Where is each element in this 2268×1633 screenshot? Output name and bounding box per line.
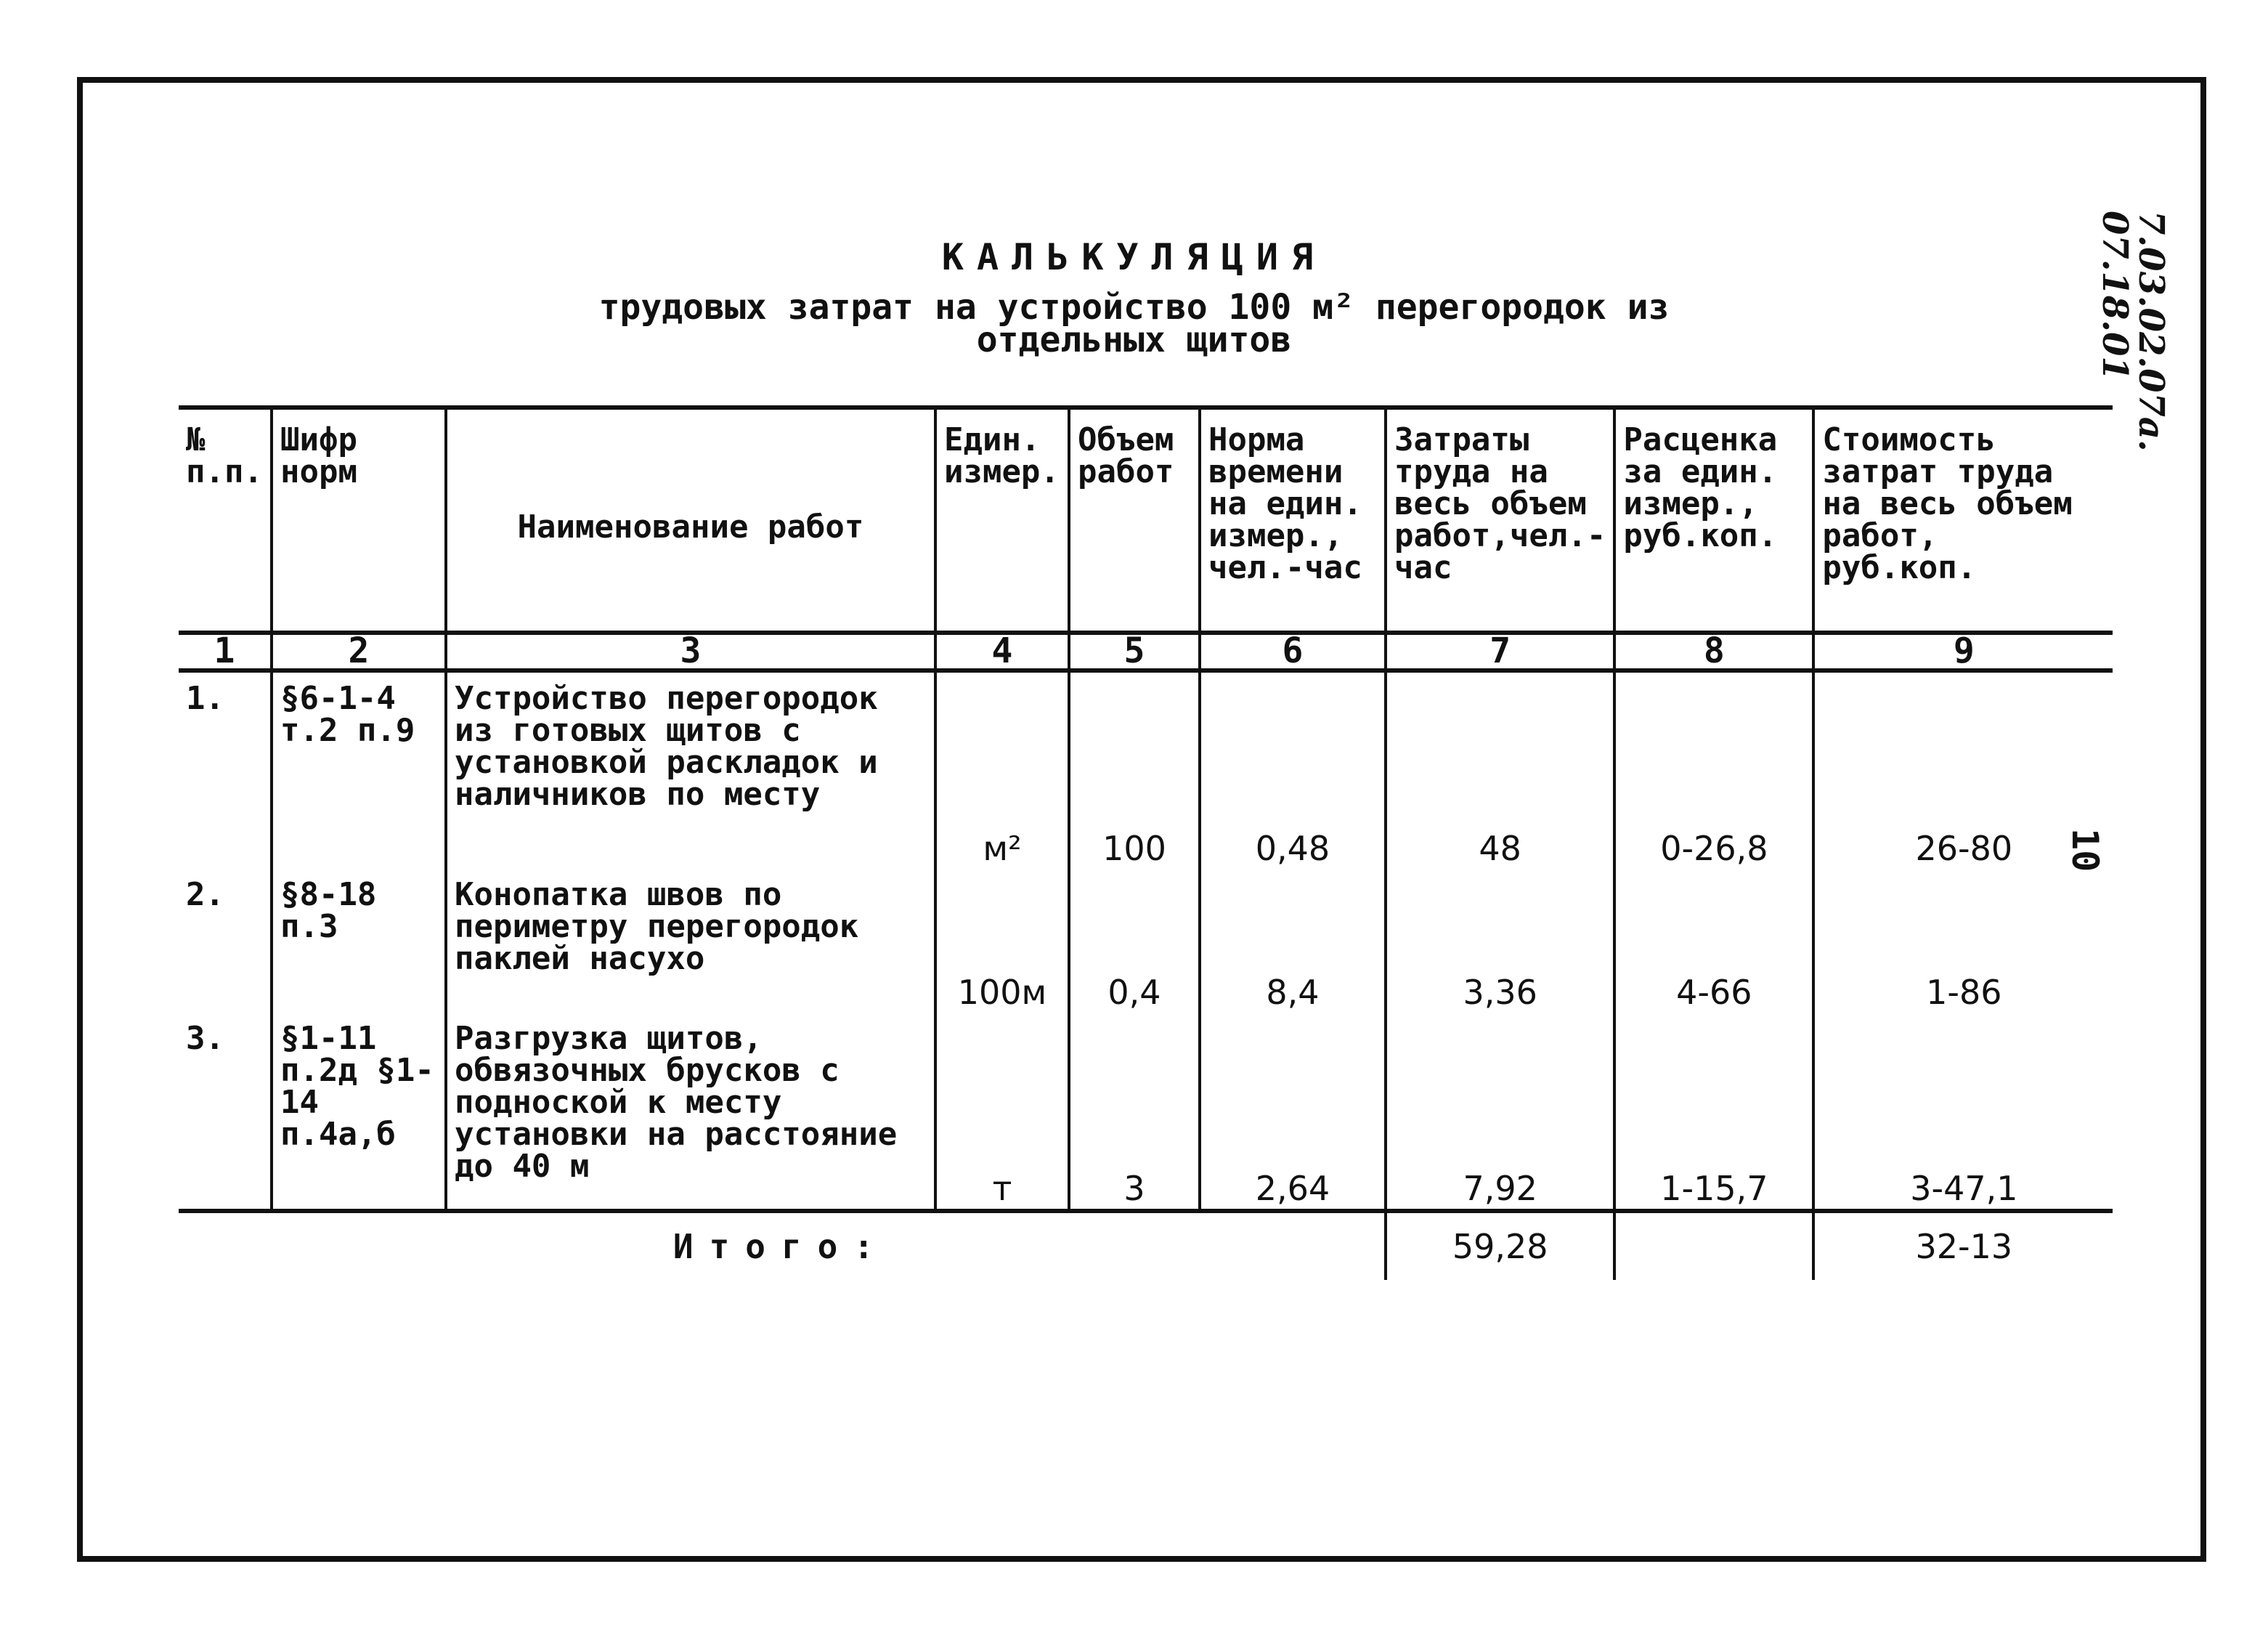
row-num: 3. (186, 1020, 224, 1057)
column-number: 8 (1614, 633, 1813, 670)
total-row (179, 1211, 2113, 1280)
table-header-row (179, 408, 2113, 633)
header-code: Шифр норм (272, 408, 446, 633)
header-unit: Един. измер. (935, 408, 1069, 633)
column-number: 6 (1200, 633, 1386, 670)
column-number: 4 (935, 633, 1069, 670)
column-number: 7 (1386, 633, 1614, 670)
header-labor: Затраты труда на весь объем работ,чел.-час (1386, 408, 1614, 633)
row-name: Устройство перегородок из готовых щитов с установкой раскладок и наличников по месту (446, 670, 935, 869)
header-rate: Расценка за един. измер., руб.коп. (1614, 408, 1813, 633)
row-norm: 8,4 (1200, 869, 1386, 1013)
calculation-table (179, 405, 2113, 1280)
column-number: 2 (272, 633, 446, 670)
row-name: Конопатка швов по периметру перегородок паклей насухо (446, 869, 935, 1013)
row-name: Разгрузка щитов, обвязочных брусков с подноской к месту установки на расстояние до 40 м (446, 1013, 935, 1211)
row-labor: 3,36 (1386, 869, 1614, 1013)
row-num: 2. (186, 876, 224, 913)
document-subtitle-1: трудовых затрат на устройство 100 м² перегородок из (598, 287, 1670, 328)
row-labor: 48 (1386, 670, 1614, 869)
document-subtitle-2: отдельных щитов (976, 320, 1292, 360)
column-number: 5 (1069, 633, 1200, 670)
row-volume: 0,4 (1069, 869, 1200, 1013)
side-code-line-1: 07.18.01 (2094, 211, 2135, 381)
column-number: 9 (1813, 633, 2113, 670)
row-rate: 0-26,8 (1614, 670, 1813, 869)
row-cost: 3-47,1 (1813, 1013, 2113, 1211)
row-volume: 100 (1069, 670, 1200, 869)
header-norm: Норма времени на един. измер., чел.-час (1200, 408, 1386, 633)
row-num: 1. (186, 680, 224, 717)
total-cost: 32-13 (1813, 1211, 2113, 1280)
table-row (179, 670, 2113, 869)
row-code: §8-18 п.3 (272, 869, 446, 1013)
row-rate: 4-66 (1614, 869, 1813, 1013)
column-number-row (179, 633, 2113, 670)
row-unit: 100м (935, 869, 1069, 1013)
total-label: Итого: (672, 1227, 890, 1266)
header-name: Наименование работ (446, 408, 935, 633)
row-rate: 1-15,7 (1614, 1013, 1813, 1211)
row-norm: 0,48 (1200, 670, 1386, 869)
row-cost: 26-80 (1813, 670, 2113, 869)
row-labor: 7,92 (1386, 1013, 1614, 1211)
row-norm: 2,64 (1200, 1013, 1386, 1211)
table-row (179, 1013, 2113, 1211)
row-volume: 3 (1069, 1013, 1200, 1211)
header-volume: Объем работ (1069, 408, 1200, 633)
header-num: № п.п. (186, 421, 263, 490)
row-code: §1-11 п.2д §1-14 п.4а,б (272, 1013, 446, 1211)
table-row (179, 869, 2113, 1013)
row-unit: т (935, 1013, 1069, 1211)
row-code: §6-1-4 т.2 п.9 (272, 670, 446, 869)
column-number: 1 (179, 633, 272, 670)
side-code-line-2: 7.03.02.07а. (2131, 211, 2171, 452)
document-title: КАЛЬКУЛЯЦИЯ (941, 236, 1327, 278)
row-cost: 1-86 (1813, 869, 2113, 1013)
total-labor: 59,28 (1386, 1211, 1614, 1280)
header-cost: Стоимость затрат труда на весь объем работ, руб.коп. (1813, 408, 2113, 633)
column-number: 3 (446, 633, 935, 670)
page-number: 10 (2064, 828, 2106, 872)
total-rate-empty (1614, 1211, 1813, 1280)
row-unit: м² (935, 670, 1069, 869)
